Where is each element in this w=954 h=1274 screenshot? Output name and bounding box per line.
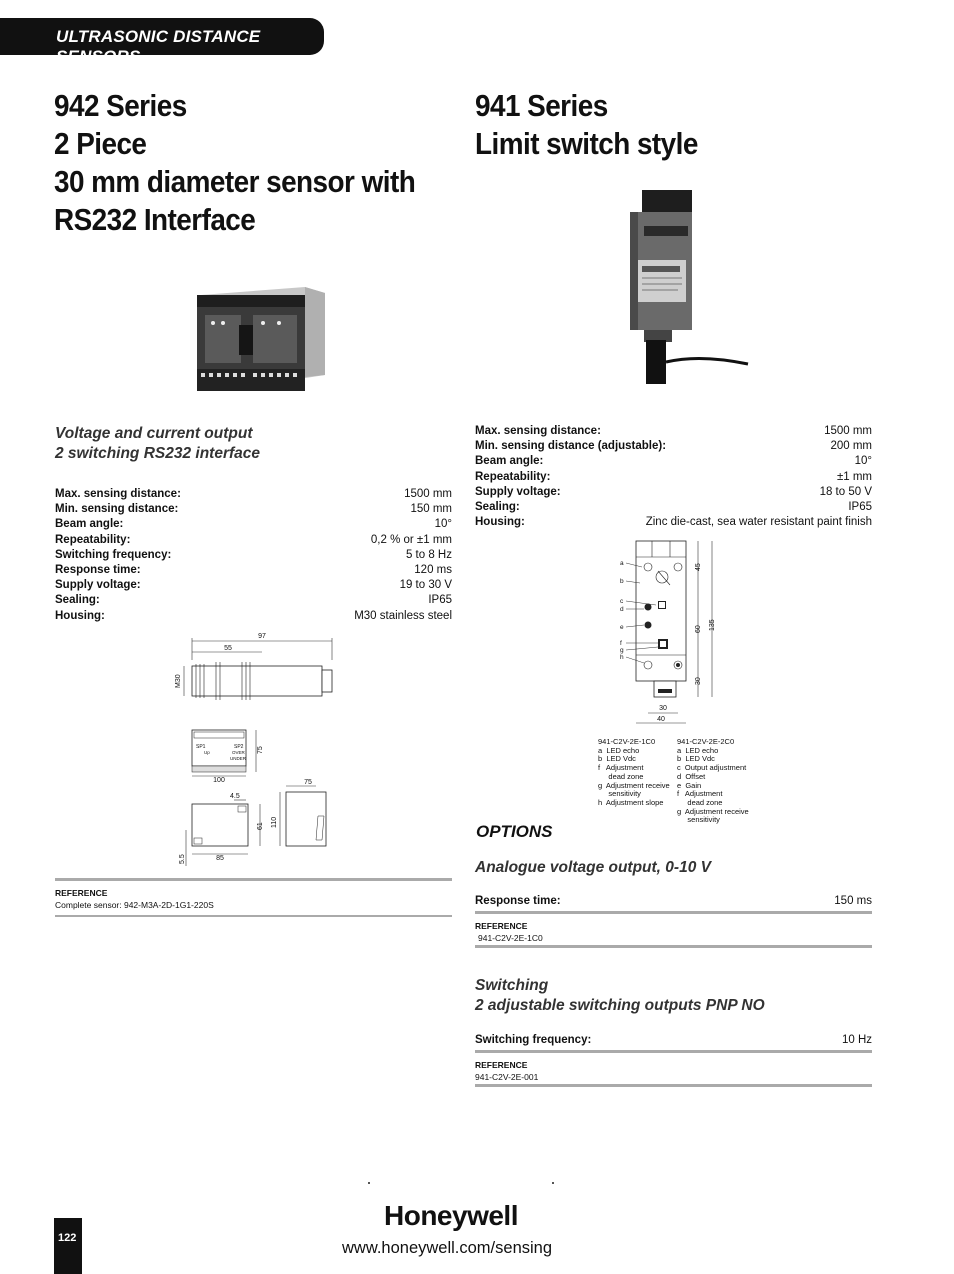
right-dimension-drawing: [612, 535, 722, 730]
dim-60-label: 60: [695, 625, 702, 633]
spec-row: [475, 1033, 872, 1048]
spec-label: Switching frequency:: [55, 548, 172, 561]
limit-switch-photo: [620, 186, 750, 386]
spec-value: 150 ms: [834, 895, 872, 907]
left-spec-table: [55, 487, 452, 624]
spec-label: Min. sensing distance:: [55, 503, 179, 516]
left-dimension-drawing: [170, 630, 350, 870]
callout-e: e: [620, 624, 624, 631]
spec-value: 0,2 % or ±1 mm: [370, 533, 452, 546]
spec-label: Switching frequency:: [475, 1034, 592, 1046]
callout-d: d: [620, 606, 624, 613]
dim-100-label: 100: [213, 777, 225, 784]
left-reference-heading: REFERENCE: [55, 888, 108, 898]
spec-value: IP65: [848, 501, 872, 514]
spec-value: 150 mm: [410, 503, 452, 516]
spec-row: [55, 502, 452, 517]
spec-row: [55, 578, 452, 593]
option2-rule: [475, 1050, 872, 1053]
callout-g: g: [620, 647, 624, 654]
dim-97-label: 97: [258, 633, 266, 640]
honeywell-logo: Honeywell: [384, 1200, 518, 1231]
option1-title: Analogue voltage output, 0-10 V: [475, 859, 711, 876]
page-number-tab: [54, 1218, 82, 1274]
callout-f: f: [620, 640, 622, 647]
callout-b: b: [620, 578, 624, 585]
spec-label: Max. sensing distance:: [55, 488, 181, 500]
spec-value: 120 ms: [414, 564, 452, 577]
lbl-under: UNDER: [230, 756, 247, 761]
option1-reference-heading: REFERENCE: [475, 921, 528, 931]
spec-label: Housing:: [55, 609, 105, 622]
callout-c: c: [620, 598, 624, 605]
left-reference-rule: [55, 878, 452, 881]
spec-row: [55, 548, 452, 563]
spec-label: Response time:: [475, 895, 561, 907]
dim-61-label: 61: [257, 822, 264, 830]
crop-mark: [552, 1182, 554, 1184]
spec-row: [475, 454, 872, 469]
option1-reference-value: 941-C2V-2E-1C0: [478, 933, 543, 943]
spec-value: 5 to 8 Hz: [405, 548, 452, 561]
option2-reference-value: 941-C2V-2E-001: [475, 1072, 539, 1082]
dim-m30-label: M30: [175, 674, 182, 688]
page-number: 122: [58, 1232, 77, 1244]
crop-mark: [368, 1182, 370, 1184]
left-subtitle: Voltage and current output 2 switching RS232 interface: [55, 425, 261, 462]
dim-55-label: 55: [224, 645, 232, 652]
option1-bottom-rule: [475, 945, 872, 948]
dim-5-5-label: 5.5: [179, 854, 186, 864]
spec-label: Sealing:: [55, 594, 100, 607]
option1-rule: [475, 911, 872, 914]
spec-label: Max. sensing distance:: [475, 425, 601, 437]
right-spec-table: [475, 424, 872, 530]
options-heading: OPTIONS: [476, 822, 553, 841]
dim-85-label: 85: [216, 855, 224, 862]
spec-row: [475, 894, 872, 909]
option2-bottom-rule: [475, 1084, 872, 1087]
spec-row: [55, 593, 452, 608]
lbl-up: Up: [204, 750, 210, 755]
spec-row: [475, 485, 872, 500]
spec-value: 1500 mm: [824, 425, 872, 437]
spec-label: Beam angle:: [475, 455, 544, 468]
option2-title: Switching 2 adjustable switching outputs PNP NO: [475, 977, 765, 1014]
spec-row: [55, 517, 452, 532]
spec-value: 10 Hz: [841, 1034, 872, 1046]
spec-value: ±1 mm: [836, 470, 872, 483]
section-title: ULTRASONIC DISTANCE SENSORS: [56, 27, 261, 66]
footer-url[interactable]: www.honeywell.com/sensing: [342, 1239, 553, 1257]
option1-spec: [475, 894, 872, 909]
lbl-over: OVER: [232, 750, 245, 755]
spec-row: [475, 470, 872, 485]
option2-reference-heading: REFERENCE: [475, 1060, 528, 1070]
dim-30v-label: 30: [695, 677, 702, 685]
spec-label: Beam angle:: [55, 518, 124, 531]
spec-row: [475, 500, 872, 515]
lbl-sp1: SP1: [196, 744, 206, 750]
dim-4-5-label: 4.5: [230, 793, 240, 800]
left-series-title: 942 Series 2 Piece 30 mm diameter sensor with RS232 Interface: [54, 88, 416, 237]
spec-row: [475, 515, 872, 530]
spec-value: 19 to 30 V: [399, 579, 452, 592]
spec-label: Repeatability:: [475, 470, 551, 483]
spec-value: M30 stainless steel: [354, 609, 452, 622]
spec-row: [55, 609, 452, 624]
spec-label: Housing:: [475, 516, 525, 529]
lbl-sp2: SP2: [234, 744, 244, 750]
spec-row: [475, 439, 872, 454]
option2-spec: [475, 1033, 872, 1048]
callout-h: h: [620, 654, 624, 661]
spec-label: Supply voltage:: [475, 485, 561, 498]
spec-value: 1500 mm: [404, 488, 452, 500]
section-header-tab: [0, 18, 324, 66]
spec-value: IP65: [428, 594, 452, 607]
left-reference-bottom-rule: [55, 915, 452, 917]
dim-45-label: 45: [695, 563, 702, 571]
dim-75b-label: 75: [304, 779, 312, 786]
dim-110-label: 110: [271, 816, 278, 828]
spec-label: Sealing:: [475, 501, 520, 514]
right-series-title: 941 Series Limit switch style: [475, 88, 698, 161]
spec-label: Supply voltage:: [55, 579, 141, 592]
dim-30h-label: 30: [659, 705, 667, 712]
dim-75a-label: 75: [257, 746, 264, 754]
control-unit-photo: [193, 283, 327, 395]
spec-row: [55, 533, 452, 548]
spec-label: Min. sensing distance (adjustable):: [475, 440, 667, 453]
spec-value: 18 to 50 V: [819, 485, 872, 498]
spec-value: Zinc die-cast, sea water resistant paint finish: [645, 516, 872, 529]
spec-value: 10°: [434, 518, 452, 531]
spec-row: [55, 563, 452, 578]
spec-row: [55, 487, 452, 502]
dim-40-label: 40: [657, 716, 665, 723]
left-reference-value: Complete sensor: 942-M3A-2D-1G1-220S: [55, 900, 214, 910]
callout-a: a: [620, 560, 624, 567]
spec-label: Response time:: [55, 564, 141, 577]
spec-value: 200 mm: [830, 440, 872, 453]
spec-label: Repeatability:: [55, 533, 131, 546]
dim-135-label: 135: [709, 619, 716, 631]
legend-2c0: 941-C2V-2E-2C0 a LED echo b LED Vdc c Output adjustment d Offset e Gain f Adjustment dead zone g Adjustment receive sensitivity: [677, 737, 749, 825]
spec-row: [475, 424, 872, 439]
legend-1c0: 941-C2V-2E-1C0 a LED echo b LED Vdc f Adjustment dead zone g Adjustment receive sensitivity h Adjustment slope: [598, 737, 670, 807]
spec-value: 10°: [854, 455, 872, 468]
